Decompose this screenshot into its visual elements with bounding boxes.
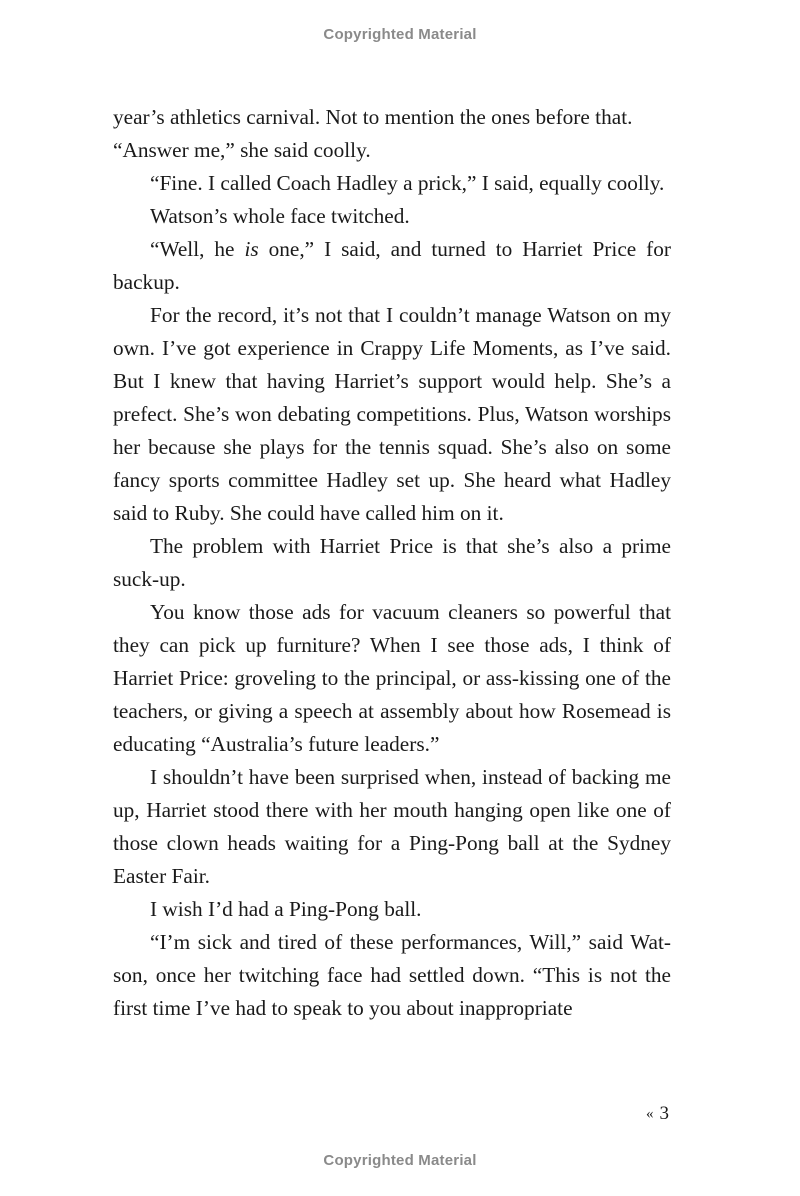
paragraph: “I’m sick and tired of these performances, Will,” said Watson, once her twitching face had settled down. “This is not the first time I’ve had to speak to you about inappropriate: [113, 930, 671, 1020]
paragraph: The problem with Harriet Price is that she’s also a prime suck-up.: [113, 534, 671, 591]
paragraph: You know those ads for vacuum cleaners so powerful that they can pick up furniture? When I see those ads, I think of Harriet Price: groveling to the principal, or ass-kissing one of the teachers, or giving a speech at assembly about how Rosemead is educating “Australia’s future leaders.”: [113, 600, 671, 756]
paragraph: Watson’s whole face twitched.: [150, 204, 410, 228]
paragraph: “Answer me,” she said coolly.: [113, 138, 371, 162]
paragraph: “Fine. I called Coach Hadley a prick,” I said, equally coolly.: [150, 171, 665, 195]
paragraph-text: “Well, he: [150, 237, 245, 261]
page-number: 3: [659, 1103, 669, 1124]
paragraph-text: one,” I said, and turned to Harriet Price for backup.: [113, 237, 671, 294]
copyright-watermark-bottom: Copyrighted Material: [323, 1152, 477, 1169]
folio-ornament-icon: «: [646, 1106, 654, 1122]
book-page-text: [113, 101, 671, 1025]
paragraph: I wish I’d had a Ping-Pong ball.: [150, 897, 422, 921]
page-folio: [646, 1103, 669, 1125]
copyright-watermark-top: Copyrighted Material: [323, 26, 477, 43]
paragraph: I shouldn’t have been surprised when, instead of backing me up, Harriet stood there with her mouth hanging open like one of those clown heads waiting for a Ping-Pong ball at the Sydney Easter Fair.: [113, 765, 671, 888]
paragraph: year’s athletics carnival. Not to mention the ones before that.: [113, 105, 633, 129]
paragraph: For the record, it’s not that I couldn’t manage Watson on my own. I’ve got experience in Crappy Life Moments, as I’ve said. But I knew that having Harriet’s support would help. She’s a prefect. She’s won debating competitions. Plus, Watson worships her because she plays for the tennis squad. She’s also on some fancy sports committee Hadley set up. She heard what Hadley said to Ruby. She could have called him on it.: [113, 303, 671, 525]
emphasis-text: is: [244, 237, 259, 261]
paragraph: [113, 233, 671, 299]
